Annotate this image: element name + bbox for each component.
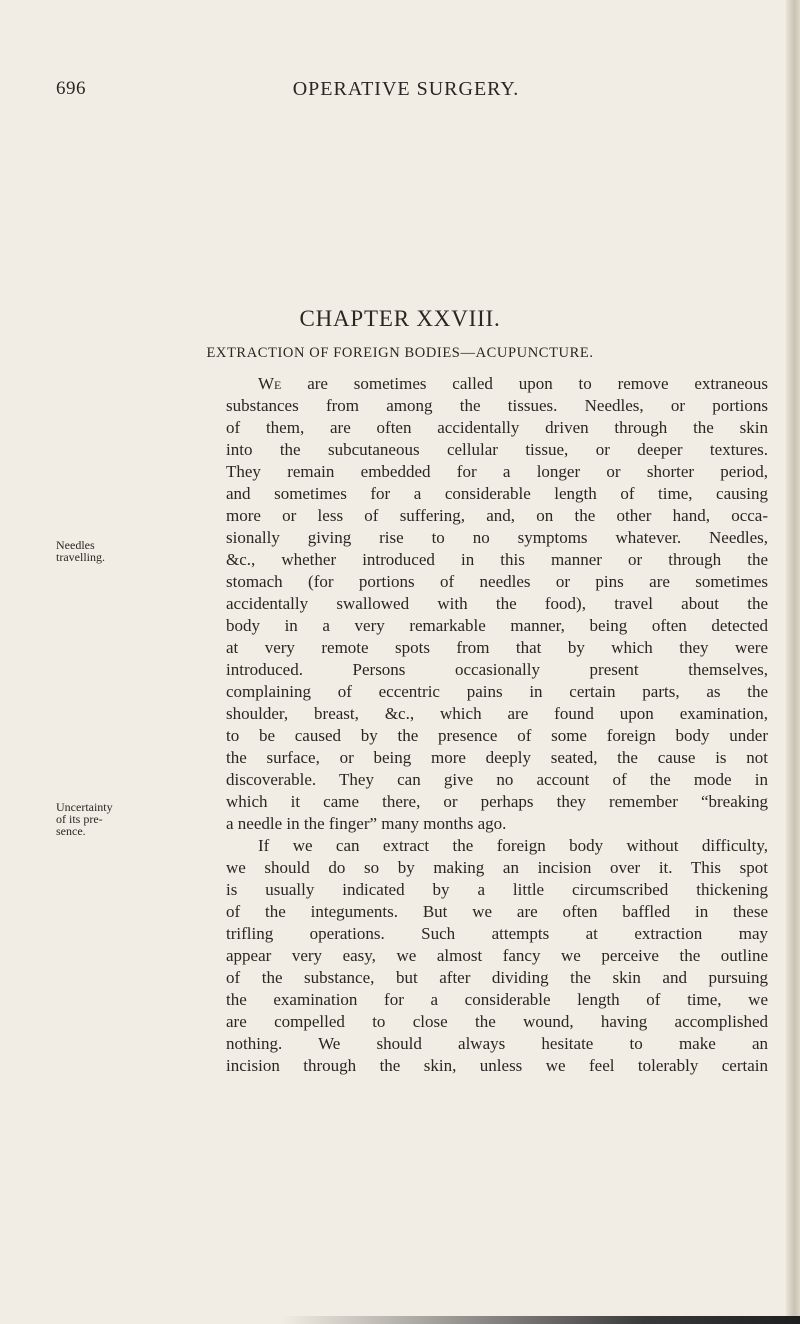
page-bottom-shadow xyxy=(280,1316,800,1324)
text-line: and sometimes for a considerable length of time, causing xyxy=(226,484,768,503)
running-title: OPERATIVE SURGERY. xyxy=(292,78,520,100)
text-line: incision through the skin, unless we feel tolerably certain xyxy=(226,1056,768,1075)
text-line: nothing. We should always hesitate to make an xyxy=(226,1034,768,1053)
text-line: at very remote spots from that by which they were xyxy=(226,638,768,657)
margin-note-line: sence. xyxy=(56,824,86,838)
text-line: They remain embedded for a longer or shorter period, xyxy=(226,462,768,481)
chapter-title: CHAPTER XXVIII. xyxy=(299,306,501,331)
text-line: which it came there, or perhaps they remember “breaking xyxy=(226,792,768,811)
text-line: a needle in the finger” many months ago. xyxy=(226,814,507,833)
text-line: shoulder, breast, &c., which are found upon examination, xyxy=(226,704,768,723)
margin-note-needles-travelling xyxy=(56,539,105,563)
margin-note-line: Needles xyxy=(56,538,95,552)
body-text xyxy=(226,373,768,1077)
margin-note-uncertainty xyxy=(56,801,113,837)
text-line: We are sometimes called upon to remove extraneous xyxy=(258,374,768,393)
text-line: into the subcutaneous cellular tissue, or deeper textures. xyxy=(226,440,768,459)
text-line: of the substance, but after dividing the skin and pursuing xyxy=(226,968,768,987)
page-number: 696 xyxy=(56,78,86,99)
page-header xyxy=(56,78,756,108)
text-line: accidentally swallowed with the food), travel about the xyxy=(226,594,768,613)
text-line: of the integuments. But we are often baffled in these xyxy=(226,902,768,921)
text-line: body in a very remarkable manner, being often detected xyxy=(226,616,768,635)
text-line: introduced. Persons occasionally present themselves, xyxy=(226,660,768,679)
text-line: discoverable. They can give no account of the mode in xyxy=(226,770,768,789)
text-line: substances from among the tissues. Needles, or portions xyxy=(226,396,768,415)
text-line: complaining of eccentric pains in certain parts, as the xyxy=(226,682,768,701)
page-edge-shadow xyxy=(786,0,800,1324)
text-line: trifling operations. Such attempts at extraction may xyxy=(226,924,768,943)
text-line: we should do so by making an incision over it. This spot xyxy=(226,858,768,877)
text-line: more or less of suffering, and, on the other hand, occa- xyxy=(226,506,768,525)
text-line: the examination for a considerable length of time, we xyxy=(226,990,768,1009)
margin-note-line: Uncertainty xyxy=(56,800,113,814)
text-line: &c., whether introduced in this manner or through the xyxy=(226,550,768,569)
margin-note-line: of its pre- xyxy=(56,812,103,826)
text-line: to be caused by the presence of some foreign body under xyxy=(226,726,768,745)
margin-note-line: travelling. xyxy=(56,550,105,564)
text-line: of them, are often accidentally driven through the skin xyxy=(226,418,768,437)
text-line: are compelled to close the wound, having accomplished xyxy=(226,1012,768,1031)
text-line: appear very easy, we almost fancy we perceive the outline xyxy=(226,946,768,965)
text-line: sionally giving rise to no symptoms whatever. Needles, xyxy=(226,528,768,547)
text-line: If we can extract the foreign body without difficulty, xyxy=(258,836,768,855)
first-word: We xyxy=(258,374,282,393)
text-line: stomach (for portions of needles or pins are sometimes xyxy=(226,572,768,591)
text-line: the surface, or being more deeply seated, the cause is not xyxy=(226,748,768,767)
text-line: is usually indicated by a little circumscribed thickening xyxy=(226,880,768,899)
chapter-subtitle: EXTRACTION OF FOREIGN BODIES—ACUPUNCTURE. xyxy=(206,345,594,361)
